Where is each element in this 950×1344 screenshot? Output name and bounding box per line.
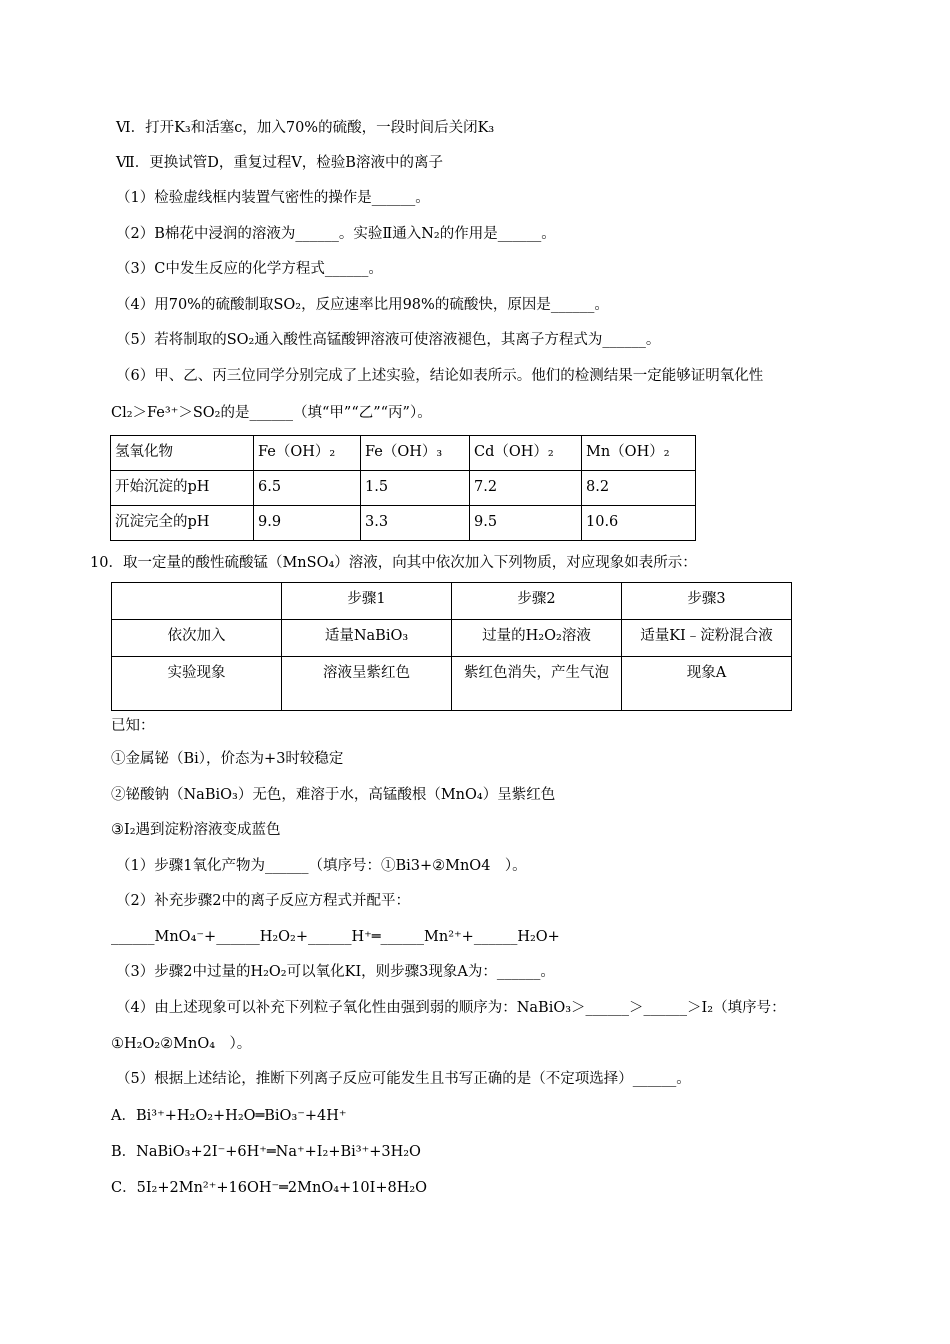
hydroxide-ph-table [110, 435, 696, 541]
sub-question-4-continued: ①H₂O₂②MnO₄ ）。 [111, 1036, 252, 1052]
option-c: C．5I₂+2Mn²⁺+16OH⁻═2MnO₄+10I+8H₂O [111, 1180, 428, 1196]
table-cell: 溶液呈紫红色 [282, 657, 452, 711]
table-cell: 10.6 [582, 506, 696, 541]
table-cell: 现象A [622, 657, 792, 711]
known-item-2: ②铋酸钠（NaBiO₃）无色，难溶于水，高锰酸根（MnO₄）呈紫红色 [111, 787, 556, 803]
table-header-cell: Mn（OH）₂ [582, 436, 696, 471]
table-header-cell: 氢氧化物 [111, 436, 254, 471]
table-cell: 过量的H₂O₂溶液 [452, 620, 622, 657]
known-item-1: ①金属铋（Bi），价态为+3时较稳定 [111, 751, 344, 767]
table-cell: 1.5 [361, 471, 470, 506]
table-cell: 适量NaBiO₃ [282, 620, 452, 657]
option-a: A．Bi³⁺+H₂O₂+H₂O═BiO₃⁻+4H⁺ [111, 1108, 347, 1124]
table-cell: 紫红色消失，产生气泡 [452, 657, 622, 711]
table-cell: 8.2 [582, 471, 696, 506]
sub-question-1: （1）步骤1氧化产物为______（填序号：①Bi3+②MnO4 ）。 [116, 858, 527, 874]
option-b: B．NaBiO₃+2I⁻+6H⁺═Na⁺+I₂+Bi³⁺+3H₂O [111, 1144, 421, 1160]
table-cell: 依次加入 [112, 620, 282, 657]
table-header-cell: 步骤2 [452, 583, 622, 620]
sub-question-5: （5）根据上述结论，推断下列离子反应可能发生且书写正确的是（不定项选择）______。 [116, 1071, 691, 1087]
question-3-equation: （3）C中发生反应的化学方程式______。 [116, 261, 383, 277]
table-header-cell: 步骤3 [622, 583, 792, 620]
table-cell: 实验现象 [112, 657, 282, 711]
experiment-steps-table [111, 582, 792, 711]
question-10-title: 10．取一定量的酸性硫酸锰（MnSO₄）溶液，向其中依次加入下列物质，对应现象如表所示： [90, 555, 697, 571]
table-cell: 开始沉淀的pH [111, 471, 254, 506]
question-6-continued: Cl₂＞Fe³⁺＞SO₂的是______（填“甲”“乙”“丙”）。 [111, 405, 432, 421]
table-header-cell: 步骤1 [282, 583, 452, 620]
known-item-3: ③I₂遇到淀粉溶液变成蓝色 [111, 822, 281, 838]
question-1-airtightness: （1）检验虚线框内装置气密性的操作是______。 [116, 190, 430, 206]
table-header-cell: Fe（OH）₃ [361, 436, 470, 471]
table-row [112, 657, 792, 711]
sub-question-2-equation: ______MnO₄⁻+______H₂O₂+______H⁺═______Mn²⁺+______H₂O+ [111, 929, 560, 945]
table-cell: 9.5 [470, 506, 582, 541]
table-row [111, 436, 696, 471]
question-4-reaction-rate: （4）用70%的硫酸制取SO₂，反应速率比用98%的硫酸快，原因是______。 [116, 297, 609, 313]
question-5-ionic-equation: （5）若将制取的SO₂通入酸性高锰酸钾溶液可使溶液褪色，其离子方程式为______。 [116, 332, 661, 348]
table-header-cell: Fe（OH）₂ [254, 436, 361, 471]
sub-question-4: （4）由上述现象可以补充下列粒子氧化性由强到弱的顺序为：NaBiO₃＞______＞______＞I₂（填序号： [116, 1000, 786, 1016]
table-cell: 9.9 [254, 506, 361, 541]
table-row [112, 620, 792, 657]
question-6-oxidizing: （6）甲、乙、丙三位同学分别完成了上述实验，结论如表所示。他们的检测结果一定能够证明氧化性 [116, 368, 764, 384]
table-cell: 适量KI﹣淀粉混合液 [622, 620, 792, 657]
table-row [111, 506, 696, 541]
table-cell: 6.5 [254, 471, 361, 506]
table-row [111, 471, 696, 506]
table-cell: 7.2 [470, 471, 582, 506]
sub-question-2: （2）补充步骤2中的离子反应方程式并配平： [116, 893, 410, 909]
known-heading: 已知： [111, 718, 155, 734]
table-header-cell: Cd（OH）₂ [470, 436, 582, 471]
table-cell: 沉淀完全的pH [111, 506, 254, 541]
sub-question-3: （3）步骤2中过量的H₂O₂可以氧化KI，则步骤3现象A为：______。 [116, 964, 555, 980]
table-header-cell [112, 583, 282, 620]
table-cell: 3.3 [361, 506, 470, 541]
table-row [112, 583, 792, 620]
step-7-line: Ⅶ．更换试管D，重复过程Ⅴ，检验B溶液中的离子 [116, 155, 443, 171]
question-2-cotton-solution: （2）B棉花中浸润的溶液为______。实验Ⅱ通入N₂的作用是______。 [116, 226, 556, 242]
step-6-line: Ⅵ．打开K₃和活塞c，加入70%的硫酸，一段时间后关闭K₃ [116, 120, 495, 136]
